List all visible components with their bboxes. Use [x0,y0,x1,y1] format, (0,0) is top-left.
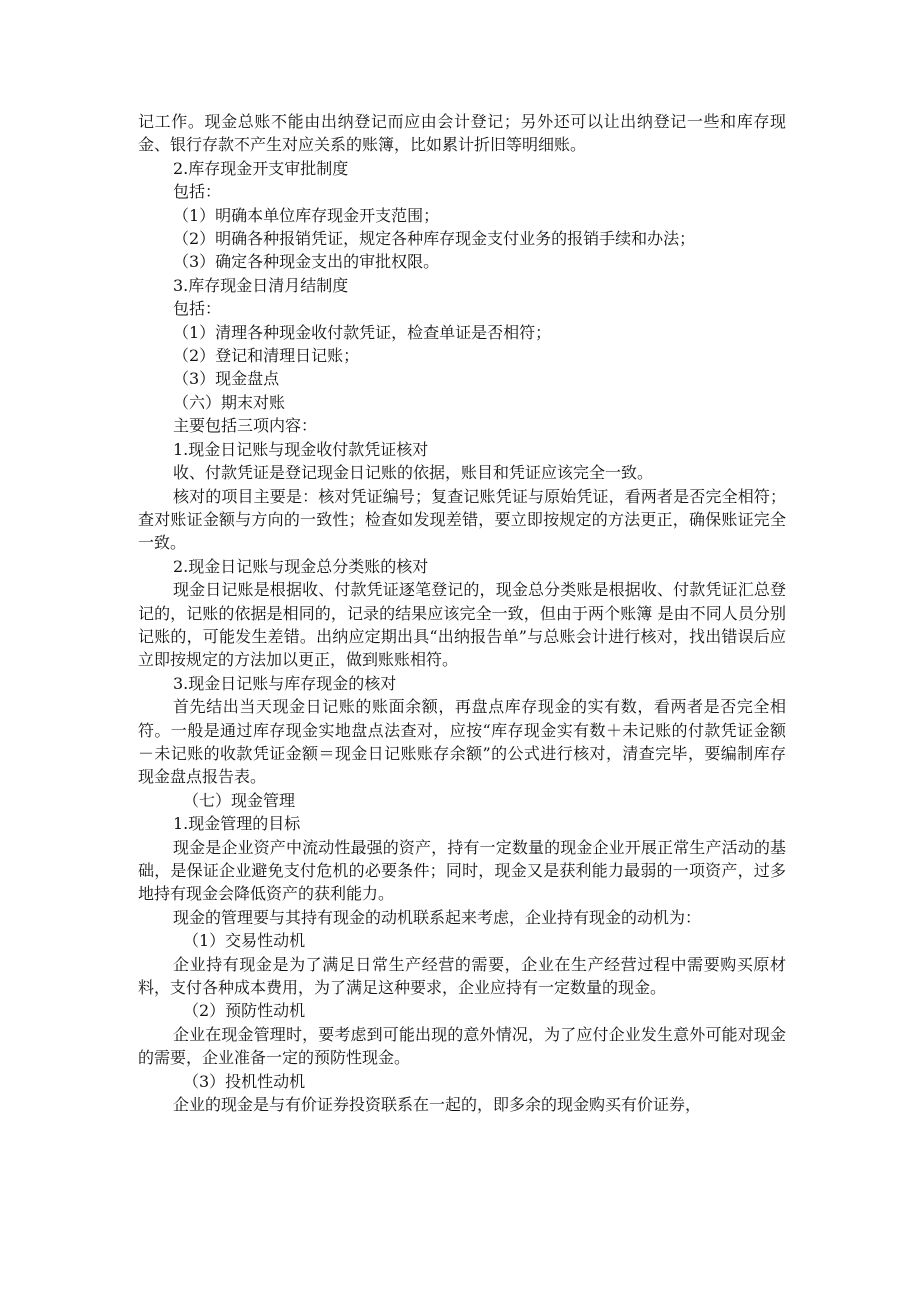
paragraph: （2）登记和清理日记账； [173,346,360,366]
paragraph: 1.现金日记账与现金收付款凭证核对 [173,439,429,459]
paragraph: （3）确定各种现金支出的审批权限。 [173,252,440,272]
paragraph: 首先结出当天现金日记账的账面余额，再盘点库存现金的实有数，看两者是否完全相符。一般是通过库存现金实地盘点法查对，应按“库存现金实有数＋未记账的付款凭证金额－未记账的收款凭证金额＝现金日记账账存余额”的公式进行核对，清查完毕，要编制库存现金盘点报告表。 [138,697,786,787]
paragraph: 2.现金日记账与现金总分类账的核对 [173,556,429,576]
paragraph: （1）清理各种现金收付款凭证，检查单证是否相符； [173,322,552,342]
paragraph: 记工作。现金总账不能由出纳登记而应由会计登记；另外还可以让出纳登记一些和库存现金、银行存款不产生对应关系的账簿，比如累计折旧等明细账。 [138,112,786,155]
paragraph: 企业的现金是与有价证券投资联系在一起的，即多余的现金购买有价证券， [173,1095,702,1115]
paragraph: （1）明确本单位库存现金开支范围； [173,205,440,225]
paragraph: （2）预防性动机 [183,1001,306,1021]
paragraph: 收、付款凭证是登记现金日记账的依据，账目和凭证应该完全一致。 [173,463,654,483]
paragraph: 主要包括三项内容： [173,416,318,436]
paragraph: 企业在现金管理时，要考虑到可能出现的意外情况，为了应付企业发生意外可能对现金的需要，企业准备一定的预防性现金。 [138,1024,786,1068]
document-body [138,110,786,1116]
paragraph: 现金日记账是根据收、付款凭证逐笔登记的，现金总分类账是根据收、付款凭证汇总登记的，记账的依据是相同的，记录的结果应该完全一致，但由于两个账簿 是由不同人员分别记账的，可能发生差错。出纳应定期出具“出纳报告单”与总账会计进行核对，找出错误后应立即按规定的方法加以更正，做到账账相符。 [138,580,786,670]
paragraph: （2）明确各种报销凭证，规定各种库存现金支付业务的报销手续和办法； [173,229,696,249]
paragraph: 包括： [173,182,222,202]
paragraph: （六）期末对账 [173,392,286,412]
paragraph: 现金的管理要与其持有现金的动机联系起来考虑，企业持有现金的动机为： [173,907,702,927]
paragraph: 3.现金日记账与库存现金的核对 [173,673,397,693]
paragraph: （3）投机性动机 [183,1071,306,1091]
paragraph: （1）交易性动机 [183,931,306,951]
paragraph: （七）现金管理 [183,790,296,810]
paragraph: 3.库存现金日清月结制度 [173,275,349,295]
paragraph: 核对的项目主要是：核对凭证编号；复查记账凭证与原始凭证，看两者是否完全相符；查对账证金额与方向的一致性；检查如发现差错，要立即按规定的方法更正，确保账证完全一致。 [138,486,786,553]
paragraph: 1.现金管理的目标 [173,814,301,834]
paragraph: 包括： [173,299,222,319]
paragraph: 2.库存现金开支审批制度 [173,158,349,178]
paragraph: （3）现金盘点 [173,369,280,389]
paragraph: 现金是企业资产中流动性最强的资产，持有一定数量的现金企业开展正常生产活动的基础，是保证企业避免支付危机的必要条件；同时，现金又是获利能力最弱的一项资产，过多地持有现金会降低资产的获利能力。 [138,837,786,904]
paragraph: 企业持有现金是为了满足日常生产经营的需要，企业在生产经营过程中需要购买原材料，支付各种成本费用，为了满足这种要求，企业应持有一定数量的现金。 [138,954,786,998]
